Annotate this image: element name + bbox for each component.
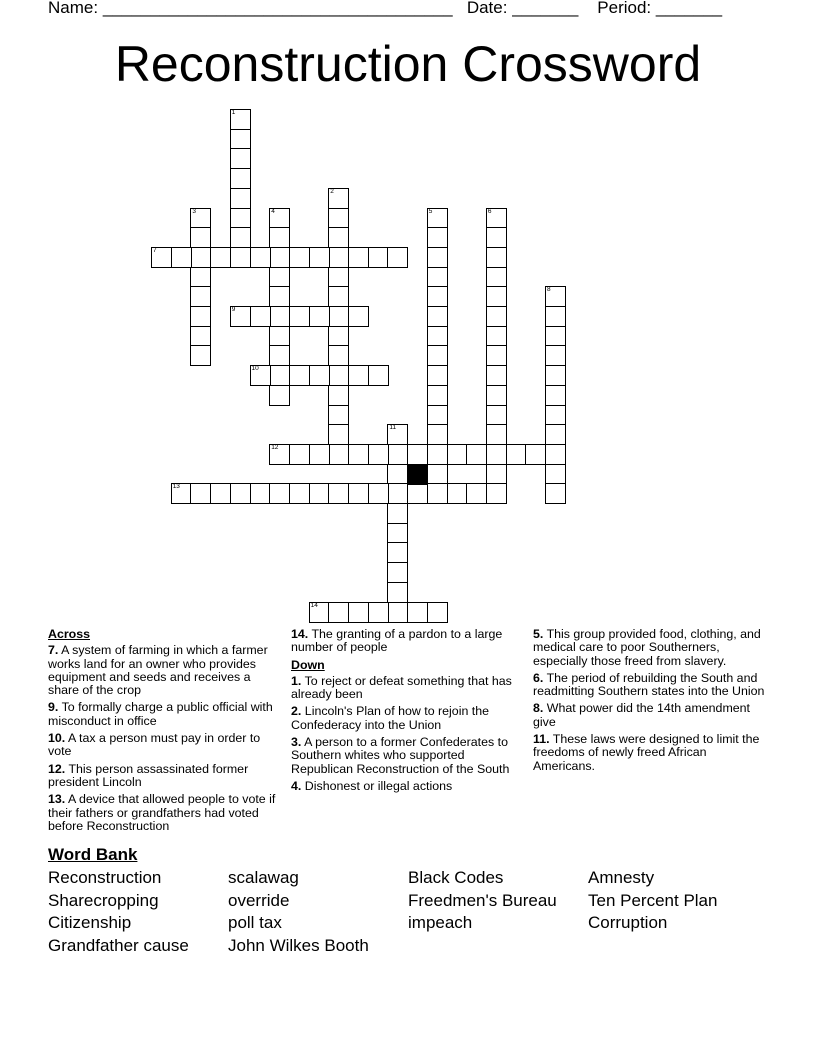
crossword-cell[interactable]: [328, 227, 349, 248]
word-bank-item: Citizenship: [48, 913, 132, 933]
crossword-cell[interactable]: [486, 444, 507, 465]
clue-text: A tax a person must pay in order to vote: [48, 731, 261, 759]
crossword-cell[interactable]: [309, 365, 330, 386]
crossword-cell[interactable]: [328, 188, 349, 209]
clue-number: 10: [251, 365, 259, 373]
crossword-cell[interactable]: [230, 483, 251, 504]
crossword-cell[interactable]: [171, 483, 192, 504]
crossword-cell[interactable]: [447, 483, 468, 504]
crossword-cell[interactable]: [427, 227, 448, 248]
crossword-cell[interactable]: [230, 109, 251, 130]
crossword-cell[interactable]: [348, 365, 369, 386]
crossword-cell[interactable]: [545, 405, 566, 426]
crossword-cell[interactable]: [427, 602, 448, 623]
down-clue-list-continued: [533, 628, 769, 773]
name-label: Name:: [48, 0, 99, 17]
crossword-cell[interactable]: [230, 188, 251, 209]
crossword-cell[interactable]: [368, 444, 389, 465]
crossword-cell[interactable]: [427, 385, 448, 406]
crossword-cell[interactable]: [328, 424, 349, 445]
crossword-cell[interactable]: [328, 345, 349, 366]
crossword-cell[interactable]: [328, 208, 349, 229]
crossword-cell[interactable]: [427, 424, 448, 445]
word-bank-item: John Wilkes Booth: [228, 936, 369, 956]
crossword-cell[interactable]: [328, 286, 349, 307]
crossword-cell[interactable]: [427, 326, 448, 347]
word-bank-item: Freedmen's Bureau: [408, 890, 557, 910]
crossword-cell[interactable]: [427, 208, 448, 229]
clue: [48, 732, 284, 759]
crossword-cell[interactable]: [190, 326, 211, 347]
crossword-cell[interactable]: [486, 227, 507, 248]
word-bank-item: impeach: [408, 913, 473, 933]
crossword-cell[interactable]: [387, 464, 408, 485]
crossword-cell[interactable]: [250, 306, 271, 327]
crossword-cell[interactable]: [387, 523, 408, 544]
clue: [291, 628, 523, 655]
crossword-cell[interactable]: [486, 247, 507, 268]
crossword-cell[interactable]: [250, 247, 271, 268]
crossword-cell[interactable]: [190, 267, 211, 288]
crossword-cell[interactable]: [348, 444, 369, 465]
clue-number-label: 6.: [533, 670, 544, 685]
crossword-cell[interactable]: [348, 306, 369, 327]
clue-number-label: 14.: [291, 627, 309, 641]
clue-text: To reject or defeat something that has already been: [291, 673, 512, 702]
crossword-cell[interactable]: [545, 424, 566, 445]
clue: [48, 644, 284, 697]
crossword-cell[interactable]: [486, 345, 507, 366]
clue: [291, 675, 523, 702]
crossword-cell[interactable]: [230, 168, 251, 189]
crossword-cell[interactable]: [309, 602, 330, 623]
date-label: Date:: [466, 0, 508, 17]
crossword-cell[interactable]: [269, 306, 290, 327]
clue-number-label: 12.: [48, 761, 66, 776]
clue: [48, 701, 284, 728]
crossword-cell[interactable]: [250, 365, 271, 386]
crossword-cell[interactable]: [486, 483, 507, 504]
crossword-cell[interactable]: [348, 602, 369, 623]
crossword-cell[interactable]: [387, 503, 408, 524]
crossword-cell[interactable]: [269, 267, 290, 288]
crossword-cell[interactable]: [328, 365, 349, 386]
crossword-cell[interactable]: [269, 365, 290, 386]
crossword-cell[interactable]: [171, 247, 192, 268]
clue-text: Lincoln's Plan of how to rejoin the Confederacy into the Union: [291, 704, 490, 732]
clue-number-label: 9.: [48, 700, 59, 715]
crossword-cell[interactable]: [269, 345, 290, 366]
crossword-cell[interactable]: [427, 286, 448, 307]
crossword-cell[interactable]: [309, 483, 330, 504]
crossword-cell[interactable]: [486, 424, 507, 445]
crossword-cell[interactable]: [289, 306, 310, 327]
word-bank: [48, 868, 768, 959]
crossword-cell[interactable]: [269, 483, 290, 504]
crossword-cell[interactable]: [269, 444, 290, 465]
crossword-cell[interactable]: [427, 247, 448, 268]
page-title: Reconstruction Crossword: [114, 36, 702, 92]
crossword-cell[interactable]: [407, 444, 428, 465]
crossword-cell[interactable]: [387, 602, 408, 623]
crossword-cell[interactable]: [269, 247, 290, 268]
crossword-cell[interactable]: [190, 306, 211, 327]
crossword-cell[interactable]: [545, 286, 566, 307]
black-cell: [407, 464, 428, 485]
clue-number-label: 7.: [48, 643, 59, 658]
clue-number: 5: [428, 207, 433, 215]
word-bank-item: Amnesty: [588, 868, 655, 887]
crossword-cell[interactable]: [466, 483, 487, 504]
clue-text: To formally charge a public official with misconduct in office: [48, 700, 273, 728]
crossword-cell[interactable]: [545, 483, 566, 504]
crossword-cell[interactable]: [427, 345, 448, 366]
name-line[interactable]: _____________________________________: [102, 0, 453, 17]
crossword-cell[interactable]: [289, 483, 310, 504]
crossword-cell[interactable]: [210, 483, 231, 504]
crossword-cell[interactable]: [190, 483, 211, 504]
crossword-cell[interactable]: [387, 444, 408, 465]
crossword-cell[interactable]: [230, 306, 251, 327]
word-bank-item: scalawag: [228, 868, 299, 887]
down-clue-list: [291, 675, 523, 793]
crossword-cell[interactable]: [328, 405, 349, 426]
crossword-cell[interactable]: [387, 542, 408, 563]
clue-text: A system of farming in which a farmer works land for an owner who provides equipment and seeds and receives a share of the crop: [48, 643, 268, 698]
crossword-cell[interactable]: [486, 385, 507, 406]
crossword-cell[interactable]: [190, 247, 211, 268]
crossword-cell[interactable]: [269, 286, 290, 307]
crossword-cell[interactable]: [230, 227, 251, 248]
clue-text: These laws were designed to limit the freedoms of newly freed African Americans.: [533, 732, 760, 773]
clue-number-label: 3.: [291, 735, 302, 750]
crossword-cell[interactable]: [368, 247, 389, 268]
word-bank-item: Grandfather cause: [48, 936, 189, 956]
crossword-cell[interactable]: [269, 227, 290, 248]
crossword-cell[interactable]: [387, 247, 408, 268]
clue: [291, 780, 523, 793]
period-label: Period:: [597, 0, 652, 17]
clue-number-label: 2.: [291, 704, 302, 719]
across-clue-list-continued: [291, 628, 523, 655]
clue-number: 11: [389, 424, 397, 432]
crossword-cell[interactable]: [210, 247, 231, 268]
clue-number-label: 11.: [533, 732, 550, 747]
down-heading: Down: [291, 657, 325, 672]
word-bank-item: Reconstruction: [48, 868, 162, 887]
crossword-cell[interactable]: [269, 385, 290, 406]
crossword-cell[interactable]: [309, 306, 330, 327]
word-bank-title: Word Bank: [48, 845, 138, 864]
crossword-cell[interactable]: [190, 286, 211, 307]
clue-number: 1: [231, 109, 236, 116]
crossword-cell[interactable]: [427, 464, 448, 485]
word-bank-item: override: [228, 890, 290, 910]
clue-text: This person assassinated former president Lincoln: [48, 761, 249, 789]
word-bank-item: Ten Percent Plan: [588, 890, 718, 910]
word-bank-item: Sharecropping: [48, 890, 159, 910]
crossword-cell[interactable]: [328, 444, 349, 465]
clue-number: 3: [192, 207, 197, 215]
clue: [291, 736, 523, 776]
crossword-cell[interactable]: [486, 267, 507, 288]
clue-number-label: 1.: [291, 673, 302, 688]
crossword-cell[interactable]: [486, 326, 507, 347]
clue-number: 13: [172, 483, 180, 491]
crossword-cell[interactable]: [190, 227, 211, 248]
crossword-cell[interactable]: [387, 424, 408, 445]
crossword-cell[interactable]: [230, 208, 251, 229]
clue-text: The granting of a pardon to a large number of people: [291, 627, 503, 655]
word-bank-item: Black Codes: [408, 868, 504, 887]
crossword-cell[interactable]: [309, 444, 330, 465]
clue-number: 9: [231, 306, 236, 313]
crossword-cell[interactable]: [289, 444, 310, 465]
crossword-cell[interactable]: [427, 483, 448, 504]
crossword-cell[interactable]: [545, 464, 566, 485]
crossword-cell[interactable]: [368, 483, 389, 504]
crossword-cell[interactable]: [427, 405, 448, 426]
clue-number: 2: [330, 187, 334, 195]
crossword-cell[interactable]: [328, 247, 349, 268]
crossword-cell[interactable]: [387, 582, 408, 603]
crossword-cell[interactable]: [309, 247, 330, 268]
crossword-cell[interactable]: [545, 444, 566, 465]
crossword-cell[interactable]: [486, 306, 507, 327]
clue-number: 6: [487, 207, 492, 215]
clue: [533, 628, 769, 668]
crossword-cell[interactable]: [328, 267, 349, 288]
crossword-cell[interactable]: [447, 444, 468, 465]
crossword-cell[interactable]: [486, 464, 507, 485]
crossword-cell[interactable]: [269, 208, 290, 229]
crossword-cell[interactable]: [506, 444, 527, 465]
crossword-cell[interactable]: [348, 247, 369, 268]
crossword-cell[interactable]: [289, 365, 310, 386]
crossword-cell[interactable]: [230, 129, 251, 150]
crossword-cell[interactable]: [525, 444, 546, 465]
clue: [533, 672, 769, 699]
clue-number-label: 13.: [48, 792, 66, 807]
clue-number-label: 4.: [291, 778, 302, 793]
clue-text: A device that allowed people to vote if their fathers or grandfathers had voted before Reconstruction: [48, 792, 276, 833]
crossword-cell[interactable]: [387, 483, 408, 504]
clue-text: A person to a former Confederates to Southern whites who supported Republican Reconstruction of the South: [291, 735, 510, 776]
clue-number: 12: [271, 443, 279, 451]
clue: [48, 793, 284, 833]
crossword-cell[interactable]: [427, 444, 448, 465]
crossword-cell[interactable]: [466, 444, 487, 465]
crossword-cell[interactable]: [190, 208, 211, 229]
crossword-cell[interactable]: [230, 247, 251, 268]
crossword-cell[interactable]: [269, 326, 290, 347]
clue-number-label: 8.: [533, 701, 544, 716]
clue-text: The period of rebuilding the South and readmitting Southern states into the Union: [533, 670, 765, 699]
crossword-cell[interactable]: [368, 602, 389, 623]
crossword-cell[interactable]: [328, 385, 349, 406]
clue: [533, 733, 769, 773]
crossword-cell[interactable]: [407, 483, 428, 504]
clue: [533, 702, 769, 729]
crossword-cell[interactable]: [328, 326, 349, 347]
date-line[interactable]: _______: [512, 0, 579, 17]
crossword-cell[interactable]: [348, 483, 369, 504]
crossword-cell[interactable]: [545, 306, 566, 327]
clues-column-1: [48, 628, 284, 837]
crossword-cell[interactable]: [387, 562, 408, 583]
clues-column-3: [533, 628, 769, 777]
clue-number-label: 5.: [533, 627, 544, 641]
clue-text: What power did the 14th amendment give: [533, 701, 750, 729]
crossword-cell[interactable]: [190, 345, 211, 366]
crossword-cell[interactable]: [486, 208, 507, 229]
across-clue-list: [48, 644, 284, 833]
crossword-cell[interactable]: [486, 405, 507, 426]
crossword-cell[interactable]: [407, 602, 428, 623]
crossword-cell[interactable]: [427, 267, 448, 288]
clue-text: Dishonest or illegal actions: [304, 778, 453, 793]
crossword-cell[interactable]: [545, 345, 566, 366]
crossword-cell[interactable]: [151, 247, 172, 268]
clue: [48, 763, 284, 790]
word-bank-item: Corruption: [588, 913, 668, 933]
crossword-cell[interactable]: [289, 247, 310, 268]
crossword-cell[interactable]: [328, 306, 349, 327]
crossword-cell[interactable]: [328, 483, 349, 504]
crossword-cell[interactable]: [427, 306, 448, 327]
across-heading: Across: [48, 627, 91, 641]
crossword-cell[interactable]: [545, 326, 566, 347]
crossword-cell[interactable]: [368, 365, 389, 386]
crossword-cell[interactable]: [486, 286, 507, 307]
clue-number: 7: [153, 246, 157, 254]
period-line[interactable]: _______: [655, 0, 723, 17]
clue-number-label: 10.: [48, 731, 66, 746]
clue-text: This group provided food, clothing, and medical care to poor Southerners, especially those freed from slavery.: [533, 627, 761, 668]
word-bank-item: poll tax: [228, 913, 282, 933]
crossword-cell[interactable]: [545, 385, 566, 406]
crossword-cell[interactable]: [250, 483, 271, 504]
clues-column-2: [291, 628, 523, 797]
clue-number: 8: [547, 286, 551, 294]
clue-number: 4: [271, 207, 275, 215]
crossword-cell[interactable]: [486, 365, 507, 386]
crossword-cell[interactable]: [230, 148, 251, 169]
crossword-cell[interactable]: [427, 365, 448, 386]
crossword-cell[interactable]: [328, 602, 349, 623]
clue: [291, 705, 523, 732]
crossword-cell[interactable]: [545, 365, 566, 386]
clue-number: 14: [310, 601, 318, 609]
